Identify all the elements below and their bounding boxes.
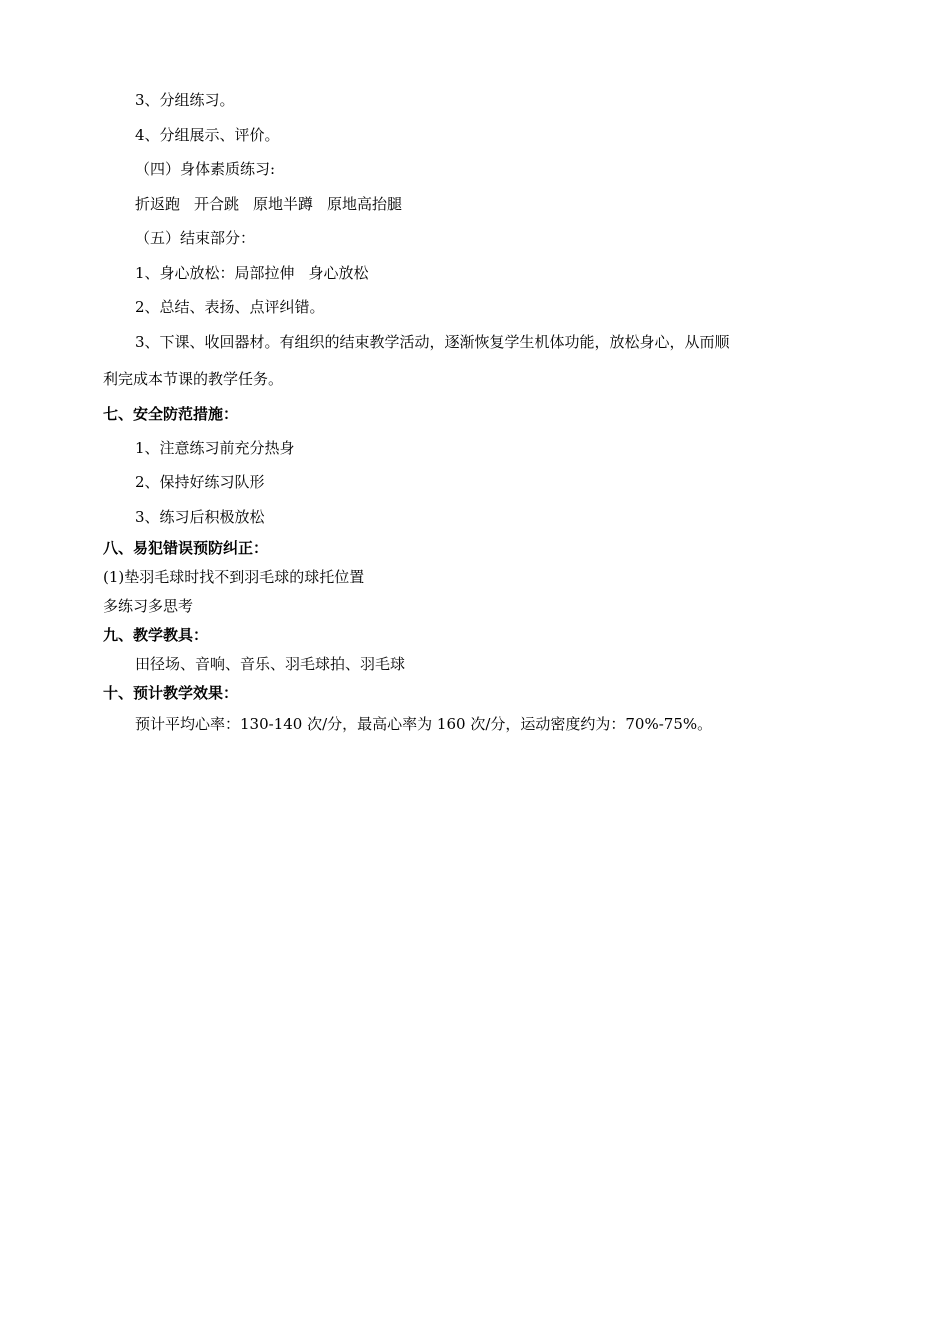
section-heading-effect: 十、预计教学效果： xyxy=(103,684,239,702)
paragraph-text: 身心放松 xyxy=(308,264,369,282)
exercise-item: 开合跳 xyxy=(194,195,240,213)
list-item: (1)垫羽毛球时找不到羽毛球的球托位置 xyxy=(103,568,365,586)
paragraph-line: 3、下课、收回器材。有组织的结束教学活动，逐渐恢复学生机体功能，放松身心，从而顺 xyxy=(135,333,730,351)
list-item: 2、保持好练习队形 xyxy=(135,473,265,491)
section-heading-safety: 七、安全防范措施： xyxy=(103,405,239,423)
paragraph-line: 预计平均心率：130-140 次/分，最高心率为 160 次/分，运动密度约为：70%-75%。 xyxy=(135,715,713,733)
paragraph-text: 1、身心放松：局部拉伸 xyxy=(135,264,295,282)
list-item: 多练习多思考 xyxy=(103,597,194,615)
subsection-heading: （四）身体素质练习: xyxy=(135,160,276,178)
list-item: 3、练习后积极放松 xyxy=(135,508,265,526)
section-heading-equipment: 九、教学教具： xyxy=(103,626,209,644)
section-heading-errors: 八、易犯错误预防纠正： xyxy=(103,539,269,557)
paragraph-line: 3、分组练习。 xyxy=(135,91,235,109)
exercise-item: 原地高抬腿 xyxy=(327,195,403,213)
paragraph-line: 利完成本节课的教学任务。 xyxy=(103,370,284,388)
paragraph-line: 田径场、音响、音乐、羽毛球拍、羽毛球 xyxy=(135,655,406,673)
list-item: 1、注意练习前充分热身 xyxy=(135,439,295,457)
exercise-item: 折返跑 xyxy=(135,195,181,213)
paragraph-line: 4、分组展示、评价。 xyxy=(135,126,280,144)
exercise-item: 原地半蹲 xyxy=(253,195,314,213)
paragraph-line: 2、总结、表扬、点评纠错。 xyxy=(135,298,325,316)
paragraph-line xyxy=(135,263,369,283)
exercise-list xyxy=(135,194,402,214)
subsection-heading: （五）结束部分： xyxy=(135,229,256,247)
